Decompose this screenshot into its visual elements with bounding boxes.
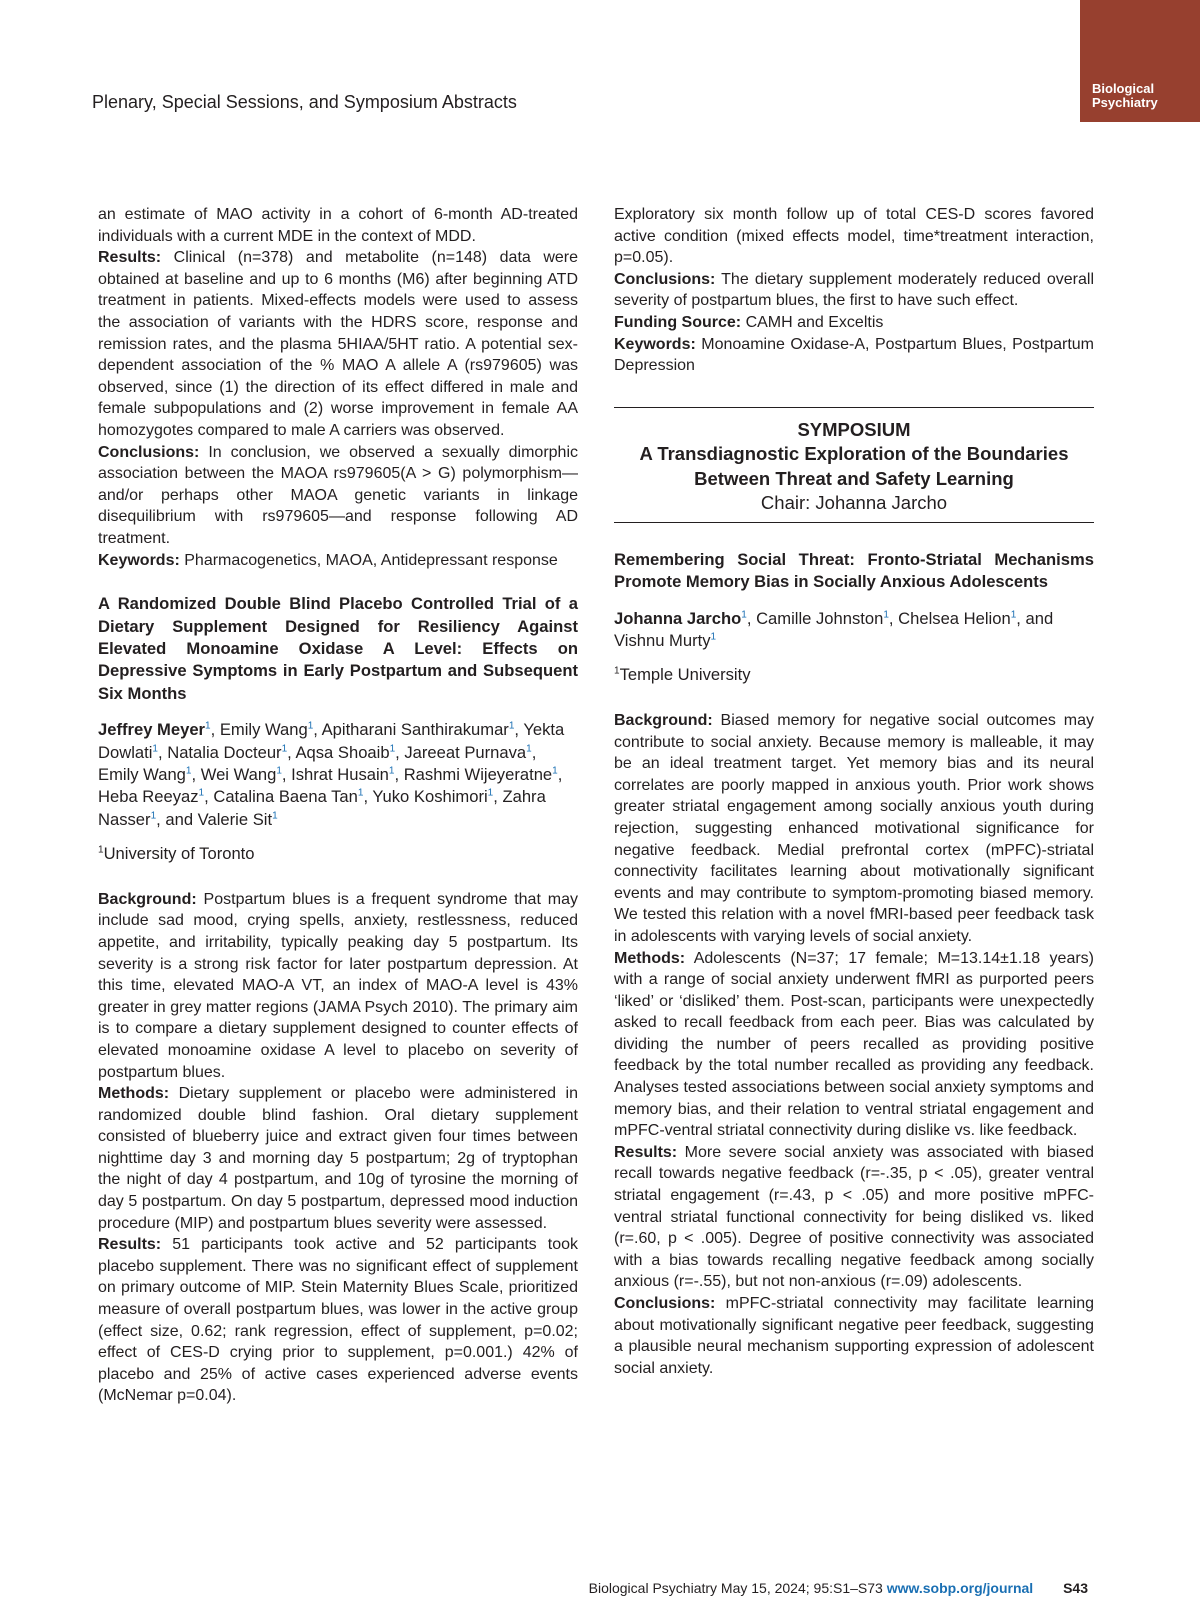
results-paragraph <box>614 1142 1094 1293</box>
results-label: Results: <box>614 1143 678 1161</box>
journal-badge <box>1080 0 1200 122</box>
author-name: Wei Wang <box>200 764 277 784</box>
author-list: Johanna Jarcho$^1$, Camille Johnston$^1$, Chelsea Helion$^1$, and Vishnu Murty$^1$ <box>614 608 1054 650</box>
symposium-label: SYMPOSIUM <box>797 418 911 440</box>
author-sup: 1 <box>281 743 288 754</box>
author-name: Catalina Baena Tan <box>213 787 358 807</box>
author-sup: 1 <box>150 810 157 822</box>
results-text: More severe social anxiety was associated with biased recall towards negative feedback (r=-.35, p < .05), greater ventral striatal engagement (r=.43, p < .05) and more positive mPFC-ventral striatal functional connectivity for being disliked vs. liked (r=.60, p < .005). Degree of positive connectivity was associated with a bias towards recalling negative feedback among socially anxious (r=-.55), but not non-anxious (r=.09) adolescents. <box>614 1143 1094 1291</box>
author-sup: 1 <box>1010 609 1017 621</box>
affiliation-sup: 1 <box>614 665 620 677</box>
author-list: Jeffrey Meyer$^1$, Emily Wang$^1$, Apitharani Santhirakumar$^1$, Yekta Dowlati$^1$, Natalia Docteur$^1$, Aqsa Shoaib$^1$, Jareeat Purnava$^1$, Emily Wang$^1$, Wei Wang$^1$, Ishrat Husain$^1$, Rashmi Wijeyeratne$^1$, Heba Reeyaz$^1$, Catalina Baena Tan$^1$, Yuko Koshimori$^1$, Zahra Nasser$^1$, and Valerie Sit$^1$ <box>98 720 565 829</box>
journal-link[interactable]: www.sobp.org/journal <box>886 1580 1034 1596</box>
conclusions-label: Conclusions: <box>614 270 716 288</box>
author-sup: 1 <box>710 631 717 643</box>
funding-text: CAMH and Exceltis <box>745 313 884 331</box>
page-footer <box>589 1580 1088 1596</box>
author-sup: 1 <box>152 743 158 754</box>
conclusions-paragraph <box>614 1293 1094 1379</box>
keywords-text: Monoamine Oxidase-A, Postpartum Blues, Postpartum Depression <box>614 335 1094 375</box>
author-name: Aqsa Shoaib <box>295 742 390 762</box>
keywords-label: Keywords: <box>98 551 180 569</box>
left-column <box>98 204 578 1407</box>
author-name: Yekta Dowlati <box>98 720 565 762</box>
background-paragraph <box>98 889 578 1083</box>
author-sup: 1 <box>741 609 747 621</box>
author-name: Valerie Sit <box>197 809 273 829</box>
author-sup: 1 <box>389 743 396 754</box>
keywords-paragraph <box>614 334 1094 377</box>
methods-text: Adolescents (N=37; 17 female; M=13.14±1.18 years) with a range of social anxiety underwent fMRI as purported peers ‘liked’ or ‘disliked’ them. Post-scan, participants were unexpectedly asked to recall feedback from each peer. Bias was calculated by dividing the number of peers recalled as providing positive feedback by the total number recalled as providing any feedback. Analyses tested associations between social anxiety symptoms and memory bias, and their relation to ventral striatal engagement and mPFC-ventral striatal connectivity during dislike vs. like feedback. <box>614 949 1095 1140</box>
symposium-chair: Chair: Johanna Jarcho <box>760 492 948 514</box>
author-sup: 1 <box>198 787 205 799</box>
author-name: Heba Reeyaz <box>98 787 199 807</box>
author-sup: 1 <box>487 787 494 799</box>
methods-label: Methods: <box>614 949 686 967</box>
conclusions-label: Conclusions: <box>614 1295 716 1312</box>
methods-text: Dietary supplement or placebo were administered in randomized double blind fashion. Oral dietary supplement consisted of blueberry juice and extract given four times between nighttime day 3 and morning day 5 postpartum; 2g of tryptophan the night of day 4 postpartum, and 10g of tyrosine the morning of day 5 postpartum. On day 5 postpartum, depressed mood induction procedure (MIP) and postpartum blues severity were assessed. <box>98 1085 578 1232</box>
author-name: Natalia Docteur <box>167 742 282 762</box>
affiliation-sup: 1 <box>98 844 104 856</box>
background-label: Background: <box>98 890 197 908</box>
author-sup: 1 <box>552 765 558 777</box>
affiliation <box>614 664 1094 686</box>
author-sup: 1 <box>272 810 278 822</box>
author-name: Emily Wang <box>98 764 186 784</box>
author-name: Apitharani Santhirakumar <box>321 720 509 740</box>
keywords-label: Keywords: <box>614 335 696 353</box>
background-text: Biased memory for negative social outcomes may contribute to social anxiety. Because memory is malleable, it may be an ideal treatment target. Yet memory bias and its neural correlates are poorly mapped in anxious youth. Prior work shows greater striatal engagement among socially anxious youth during rejection, suggesting enhanced motivational significance for negative feedback. Medial prefrontal cortex (mPFC)-striatal connectivity facilitates learning about motivationally significant events and may contribute to symptom-promoting biased memory. We tested this relation with a novel fMRI-based peer feedback task in adolescents with varying levels of social anxiety. <box>614 711 1094 945</box>
footer-citation: Biological Psychiatry May 15, 2024; 95:S1–S73 <box>588 1580 883 1596</box>
results-text: Clinical (n=378) and metabolite (n=148) data were obtained at baseline and up to 6 months (M6) after beginning ATD treatment in patients. Mixed-effects models were used to assess the association of variants with the HDRS score, response and remission rates, and the plasma 5HIAA/5HT ratio. A potential sex-dependent association of the % MAO A allele A (rs979605) was observed, since (1) the direction of its effect differed in male and female subpopulations and (2) worse improvement in female AA homozygotes compared to male A carriers was observed. <box>98 249 578 439</box>
author-sup: 1 <box>185 765 192 777</box>
affiliation-text: University of Toronto <box>103 844 255 864</box>
abstract-title: A Randomized Double Blind Placebo Controlled Trial of a Dietary Supplement Designed for Resiliency Against Elevated Monoamine Oxidase A Level: Effects on Depressive Symptoms in Early Postpartum and Subsequent Six Months <box>98 594 578 703</box>
conclusions-label: Conclusions: <box>98 443 200 461</box>
results-text: 51 participants took active and 52 participants took placebo supplement. There was no significant effect of supplement on primary outcome of MIP. Stein Maternity Blues Scale, prioritized measure of overall postpartum blues, was lower in the active group (effect size, 0.62; rank regression, effect of supplement, p=0.02; effect of CES-D crying prior to supplement, p=0.001.) 42% of placebo and 25% of active cases experienced adverse events (McNemar p=0.04). <box>98 1236 579 1405</box>
funding-label: Funding Source: <box>614 313 742 331</box>
author-sup: 1 <box>883 609 889 621</box>
conclusions-text: mPFC-striatal connectivity may facilitate learning about motivationally significant negative peer feedback, suggesting a plausible neural mechanism supporting expression of adolescent social anxiety. <box>614 1295 1094 1377</box>
author-name: Emily Wang <box>219 720 308 740</box>
author-and: and <box>1025 608 1054 628</box>
affiliation <box>98 843 578 865</box>
methods-paragraph <box>98 1083 578 1234</box>
page-number: S43 <box>1063 1580 1088 1596</box>
abstract-title: Remembering Social Threat: Fronto-Striatal Mechanisms Promote Memory Bias in Socially Anxious Adolescents <box>614 549 1094 592</box>
right-column <box>614 204 1094 1379</box>
author-sup: 1 <box>205 720 211 732</box>
background-text: Postpartum blues is a frequent syndrome that may include sad mood, crying spells, anxiety, restlessness, reduced appetite, and irritability, typically peaking day 5 postpartum. Its severity is a strong risk factor for later postpartum depression. At this time, elevated MAO-A VT, an index of MAO-A level is 43% greater in grey matter regions (JAMA Psych 2010). The primary aim is to compare a dietary supplement designed to counter effects of elevated monoamine oxidase A level to placebo on severity of postpartum blues. <box>98 890 578 1081</box>
author-name: Camille Johnston <box>756 608 884 628</box>
funding-paragraph <box>614 312 1094 334</box>
author-name: Zahra Nasser <box>98 787 546 829</box>
author-name: Johanna Jarcho <box>614 608 742 628</box>
author-sup: 1 <box>526 743 532 754</box>
affiliation-text: Temple University <box>619 665 751 685</box>
intro-text: an estimate of MAO activity in a cohort of 6-month AD-treated individuals with a current MDE in the context of MDD. <box>98 206 578 245</box>
author-name: Jeffrey Meyer <box>98 720 206 740</box>
author-name: Rashmi Wijeyeratne <box>403 764 553 784</box>
author-name: Chelsea Helion <box>898 608 1011 628</box>
methods-label: Methods: <box>98 1085 170 1103</box>
conclusions-text: The dietary supplement moderately reduced overall severity of postpartum blues, the first to have such effect. <box>614 270 1095 310</box>
author-sup: 1 <box>388 765 395 777</box>
author-sup: 1 <box>276 765 282 777</box>
methods-paragraph <box>614 948 1094 1142</box>
author-sup: 1 <box>508 720 515 732</box>
background-label: Background: <box>614 711 713 729</box>
author-sup: 1 <box>307 720 314 732</box>
journal-badge-line1: Biological <box>1092 81 1155 96</box>
conclusions-paragraph <box>614 269 1094 312</box>
author-name: Vishnu Murty <box>614 630 711 650</box>
conclusions-text: In conclusion, we observed a sexually dimorphic association between the MAOA rs979605(A > G) polymorphism—and/or perhaps other MAOA genetic variants in linkage disequilibrium with rs979605—and response following AD treatment. <box>98 443 578 547</box>
symposium-box <box>614 407 1094 523</box>
conclusions-paragraph <box>98 442 578 550</box>
keywords-text: Pharmacogenetics, MAOA, Antidepressant response <box>184 551 558 569</box>
author-name: Yuko Koshimori <box>372 787 488 807</box>
background-paragraph <box>614 710 1094 948</box>
author-name: Jareeat Purnava <box>404 742 527 762</box>
author-name: Ishrat Husain <box>291 764 389 784</box>
results-label: Results: <box>98 1236 162 1254</box>
results-paragraph <box>98 247 578 441</box>
continued-text: Exploratory six month follow up of total CES-D scores favored active condition (mixed effects model, time*treatment interaction, p=0.05). <box>614 206 1094 267</box>
keywords-paragraph <box>98 550 578 572</box>
results-paragraph <box>98 1234 578 1407</box>
results-label: Results: <box>98 249 162 267</box>
author-sup: 1 <box>357 787 364 799</box>
author-and: and <box>165 809 194 829</box>
running-head: Plenary, Special Sessions, and Symposium Abstracts <box>92 92 517 112</box>
journal-badge-line2: Psychiatry <box>1092 95 1158 110</box>
symposium-title: A Transdiagnostic Exploration of the Boundaries Between Threat and Safety Learning <box>639 443 1069 489</box>
